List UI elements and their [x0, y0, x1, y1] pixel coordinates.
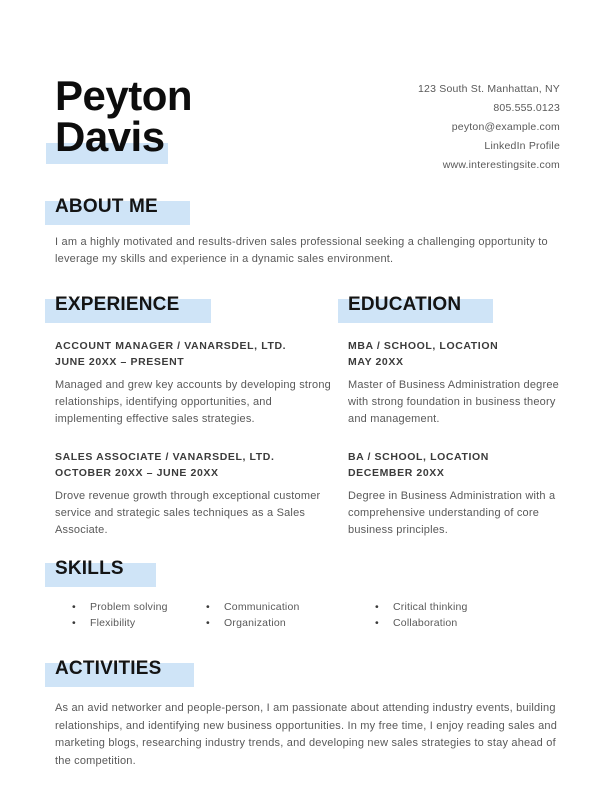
job-description: Drove revenue growth through exceptional customer service and strategic sales techniques as a Sales Associate. [55, 490, 321, 536]
skill-item [375, 616, 560, 632]
job-dates: OCTOBER 20XX – JUNE 20XX [55, 467, 219, 479]
contact-block [418, 75, 560, 175]
section-experience [55, 294, 333, 539]
job-title: ACCOUNT MANAGER / VANARSDEL, LTD. [55, 340, 287, 352]
bullet-icon: • [72, 616, 76, 629]
skill-label: Organization [224, 616, 286, 629]
bullet-icon: • [206, 616, 210, 629]
skill-item [206, 600, 375, 616]
bullet-icon: • [206, 601, 210, 613]
skills-list [55, 600, 560, 631]
bullet-icon: • [375, 601, 379, 613]
about-paragraph: I am a highly motivated and results-driven sales professional seeking a challenging opportunity to leverage my skills and experience in a dynamic sales environment. [55, 236, 548, 265]
skill-item [72, 616, 206, 632]
skills-column [375, 600, 560, 631]
candidate-last-name: Davis [55, 113, 165, 160]
skills-column [55, 600, 206, 631]
job-title: SALES ASSOCIATE / VANARSDEL, LTD. [55, 451, 275, 463]
skill-item [72, 600, 206, 616]
job-description: Managed and grew key accounts by developing strong relationships, identifying opportunities, and implementing effective sales strategies. [55, 379, 332, 425]
skills-column [206, 600, 375, 631]
skill-label: Flexibility [90, 616, 136, 629]
education-heading: EDUCATION [348, 294, 462, 315]
resume-header [55, 72, 560, 175]
degree-description: Master of Business Administration degree with strong foundation in business theory and management. [348, 379, 559, 425]
degree-description: Degree in Business Administration with a comprehensive understanding of core business principles. [348, 490, 556, 536]
degree-dates: DECEMBER 20XX [348, 467, 445, 479]
degree-title: MBA / SCHOOL, LOCATION [348, 340, 499, 352]
contact-phone: 805.555.0123 [493, 102, 560, 114]
candidate-first-name: Peyton [55, 72, 193, 119]
contact-linkedin: LinkedIn Profile [484, 140, 560, 152]
section-about [55, 196, 560, 268]
job-dates: JUNE 20XX – PRESENT [55, 356, 185, 368]
contact-address: 123 South St. Manhattan, NY [418, 83, 560, 95]
skill-label: Problem solving [90, 601, 168, 613]
activities-heading: ACTIVITIES [55, 658, 162, 679]
section-education [348, 294, 560, 539]
skill-label: Communication [224, 601, 300, 613]
about-heading: ABOUT ME [55, 196, 158, 217]
contact-website: www.interestingsite.com [442, 159, 560, 171]
degree-title: BA / SCHOOL, LOCATION [348, 451, 489, 463]
experience-entry [55, 449, 333, 539]
skill-item [206, 616, 375, 632]
bullet-icon: • [72, 601, 76, 613]
experience-entry [55, 338, 333, 428]
skill-label: Critical thinking [393, 601, 468, 613]
contact-email: peyton@example.com [451, 121, 560, 133]
skill-label: Collaboration [393, 616, 458, 629]
skill-item [375, 600, 560, 616]
education-entry [348, 338, 560, 428]
activities-paragraph: As an avid networker and people-person, I am passionate about attending industry events, building relationships, and identifying new business opportunities. In my free time, I enjoy reading sales and marketing blogs, researching industry trends, and developing new sales strategies to stay ahead of the competition. [55, 702, 558, 767]
experience-heading: EXPERIENCE [55, 294, 180, 315]
skills-heading: SKILLS [55, 558, 124, 579]
bullet-icon: • [375, 616, 379, 629]
section-activities [55, 658, 560, 770]
candidate-name [55, 72, 193, 160]
degree-dates: MAY 20XX [348, 356, 404, 368]
education-entry [348, 449, 560, 539]
experience-education-row [55, 294, 560, 539]
section-skills [55, 558, 560, 631]
